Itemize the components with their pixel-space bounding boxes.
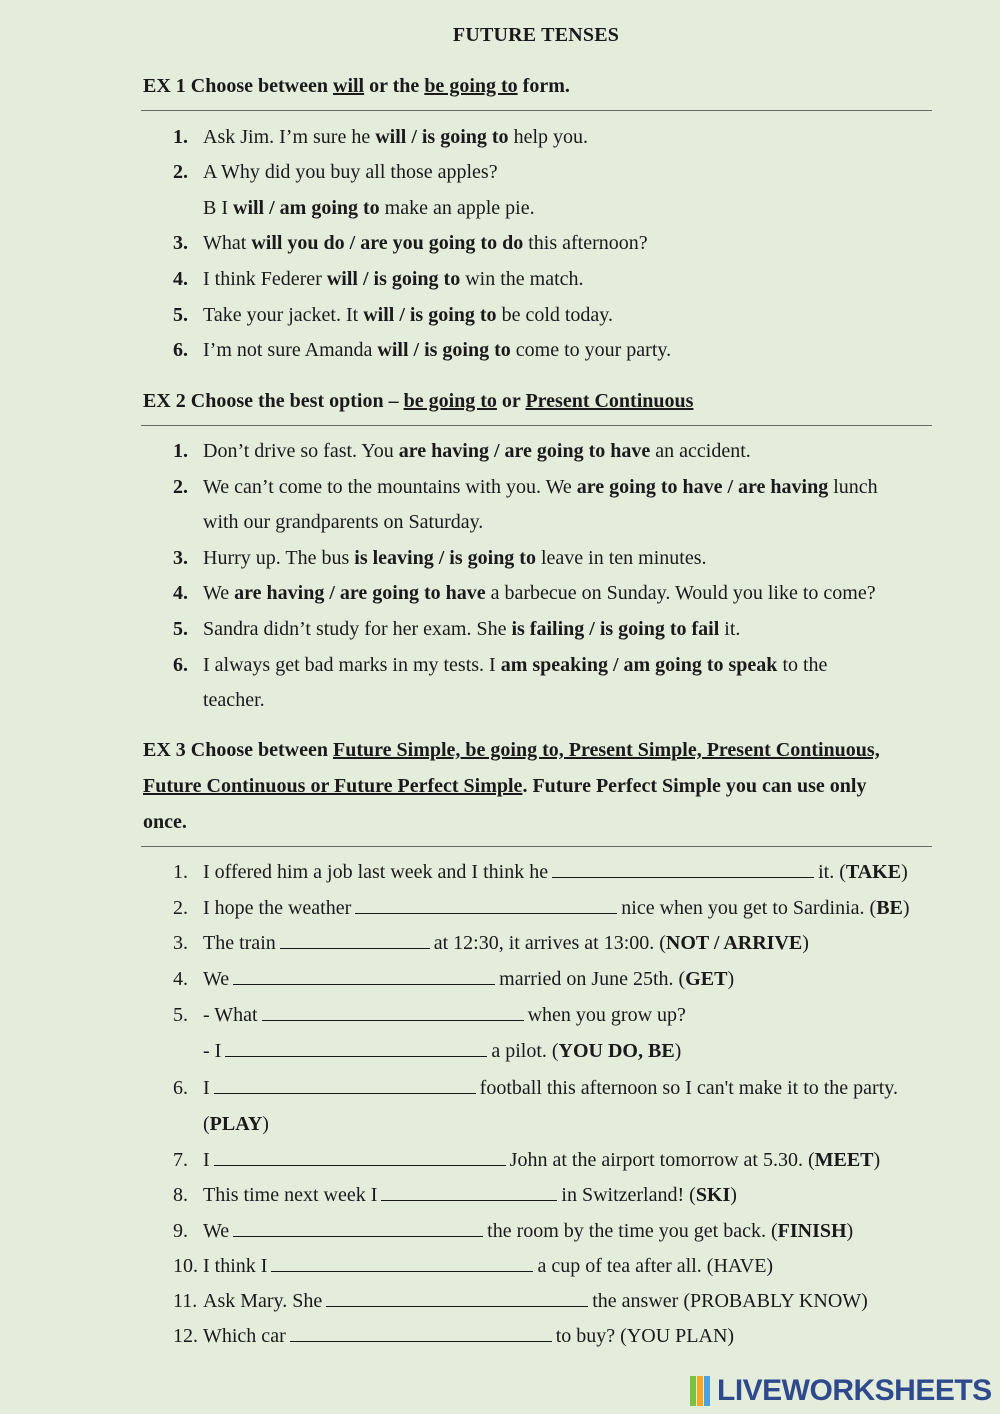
ex3-item: 2. I hope the weather nice when you get to Sardinia. (BE) — [173, 897, 910, 919]
choice-options[interactable]: will / is going to — [363, 304, 497, 326]
answer-blank[interactable] — [214, 1075, 476, 1094]
ex2-item: 4. We are having / are going to have a barbecue on Sunday. Would you like to come? — [173, 582, 876, 604]
answer-blank[interactable] — [326, 1288, 588, 1307]
answer-blank[interactable] — [214, 1147, 506, 1166]
ex1-item: 6. I’m not sure Amanda will / is going to come to your party. — [173, 339, 672, 361]
ex1-item: 1. Ask Jim. I’m sure he will / is going to help you. — [173, 126, 588, 148]
ex3-item: 8. This time next week I in Switzerland! (SKI) — [173, 1184, 737, 1206]
choice-options[interactable]: is failing / is going to fail — [511, 618, 720, 640]
answer-blank[interactable] — [225, 1038, 487, 1057]
choice-options[interactable]: will / is going to — [326, 268, 461, 290]
choice-options[interactable]: is leaving / is going to — [354, 547, 536, 569]
ex3-item: 6. I football this afternoon so I can't make it to the party. — [173, 1077, 898, 1099]
choice-options[interactable]: are going to have / are having — [576, 476, 829, 498]
answer-blank[interactable] — [233, 1218, 483, 1237]
ex1-item: 3. What will you do / are you going to do this afternoon? — [173, 232, 648, 254]
ex1-item: B I will / am going to make an apple pie. — [203, 197, 535, 219]
choice-options[interactable]: are having / are going to have — [398, 440, 651, 462]
logo-text: LIVEWORKSHEETS — [717, 1374, 992, 1407]
ex3-item: 3. The train at 12:30, it arrives at 13:00. (NOT / ARRIVE) — [173, 932, 809, 954]
ex3-item: (PLAY) — [203, 1113, 269, 1135]
page-title: FUTURE TENSES — [452, 24, 620, 46]
choice-options[interactable]: am speaking / am going to speak — [500, 654, 778, 676]
choice-options[interactable]: will / is going to — [375, 126, 509, 148]
answer-blank[interactable] — [381, 1182, 557, 1201]
ex1-heading: EX 1 Choose between will or the be going to form. — [143, 75, 570, 97]
ex3-item: 4. We married on June 25th. (GET) — [173, 968, 735, 990]
ex3-heading: EX 3 Choose between Future Simple, be going to, Present Simple, Present Continuous, Future Continuous or Future Perfect Simple. Future Perfect Simple you can use only once. — [143, 739, 880, 833]
ex3-item: 5. - What when you grow up? — [173, 1004, 686, 1026]
ex1-item: 2. A Why did you buy all those apples? — [173, 161, 498, 183]
ex2-item: 5. Sandra didn’t study for her exam. She is failing / is going to fail it. — [173, 618, 741, 640]
ex2-item: teacher. — [203, 689, 265, 711]
ex1-divider — [141, 110, 932, 111]
choice-options[interactable]: are having / are going to have — [234, 582, 486, 604]
ex2-divider — [141, 425, 932, 426]
ex3-item: 11. Ask Mary. She the answer (PROBABLY KNOW) — [173, 1290, 868, 1312]
ex1-item: 4. I think Federer will / is going to win the match. — [173, 268, 584, 290]
ex2-item: with our grandparents on Saturday. — [203, 511, 484, 533]
answer-blank[interactable] — [290, 1323, 552, 1342]
ex2-heading: EX 2 Choose the best option – be going to or Present Continuous — [143, 390, 694, 412]
ex2-item: 3. Hurry up. The bus is leaving / is going to leave in ten minutes. — [173, 547, 707, 569]
ex3-item: 1. I offered him a job last week and I think he it. (TAKE) — [173, 861, 908, 883]
choice-options[interactable]: will you do / are you going to do — [251, 232, 524, 254]
answer-blank[interactable] — [355, 895, 617, 914]
ex3-item: - I a pilot. (YOU DO, BE) — [203, 1040, 682, 1062]
answer-blank[interactable] — [280, 930, 430, 949]
ex2-item: 2. We can’t come to the mountains with you. We are going to have / are having lunch — [173, 476, 878, 498]
choice-options[interactable]: will / am going to — [233, 197, 380, 219]
ex3-item: 12. Which car to buy? (YOU PLAN) — [173, 1325, 735, 1347]
answer-blank[interactable] — [233, 966, 495, 985]
ex3-item: 9. We the room by the time you get back. (FINISH) — [173, 1220, 854, 1242]
ex1-item: 5. Take your jacket. It will / is going to be cold today. — [173, 304, 614, 326]
liveworksheets-logo-icon — [690, 1376, 714, 1406]
answer-blank[interactable] — [552, 859, 814, 878]
answer-blank[interactable] — [271, 1253, 533, 1272]
ex2-item: 6. I always get bad marks in my tests. I am speaking / am going to speak to the — [173, 654, 828, 676]
choice-options[interactable]: will / is going to — [377, 339, 511, 361]
liveworksheets-logo[interactable] — [690, 1371, 992, 1411]
ex2-item: 1. Don’t drive so fast. You are having / are going to have an accident. — [173, 440, 751, 462]
ex3-divider — [141, 846, 932, 847]
ex3-item: 7. I John at the airport tomorrow at 5.30. (MEET) — [173, 1149, 881, 1171]
ex3-item: 10. I think I a cup of tea after all. (HAVE) — [173, 1255, 774, 1277]
answer-blank[interactable] — [262, 1002, 524, 1021]
